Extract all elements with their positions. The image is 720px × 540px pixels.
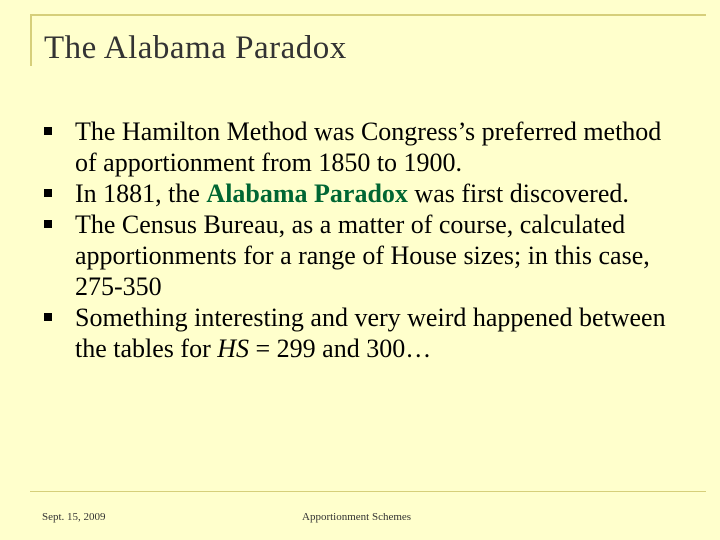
title-rule-left — [30, 14, 32, 66]
bullet-list — [44, 116, 684, 364]
square-bullet-icon — [44, 127, 52, 135]
bullet-item — [44, 178, 684, 209]
title-rule-top — [30, 14, 706, 16]
bullet-text: The Hamilton Method was Congress’s preferred method of apportionment from 1850 to 1900. — [75, 117, 662, 177]
bullet-text-pre: Something interesting and very weird happened between the tables for — [75, 303, 666, 363]
bullet-item — [44, 302, 684, 364]
bullet-text: The Census Bureau, as a matter of course, calculated apportionments for a range of House sizes; in this case, 275-350 — [75, 210, 650, 301]
footer-date: Sept. 15, 2009 — [42, 511, 106, 523]
slide-title: The Alabama Paradox — [44, 30, 347, 66]
highlighted-term: Alabama Paradox — [206, 179, 408, 208]
square-bullet-icon — [44, 313, 52, 321]
footer-rule — [30, 491, 706, 492]
bullet-text-post: = 299 and 300… — [249, 334, 432, 363]
footer-title: Apportionment Schemes — [302, 511, 412, 523]
bullet-text-pre: In 1881, the — [75, 179, 207, 208]
bullet-text-post: was first discovered. — [407, 179, 629, 208]
bullet-item — [44, 116, 684, 178]
square-bullet-icon — [44, 189, 52, 197]
bullet-item — [44, 209, 684, 302]
italic-variable: HS — [217, 334, 250, 363]
square-bullet-icon — [44, 220, 52, 228]
